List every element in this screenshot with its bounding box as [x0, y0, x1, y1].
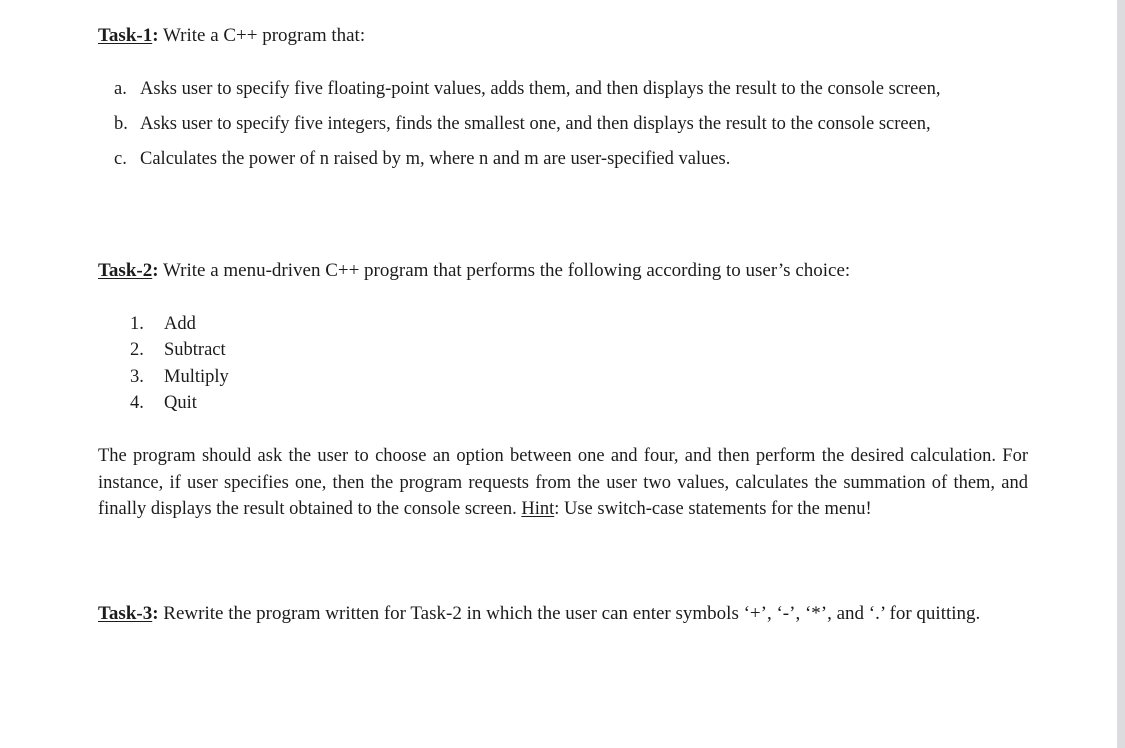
- task3-label: Task-3: [98, 603, 153, 624]
- task2-menu-item-1: [130, 312, 196, 336]
- task3-colon: :: [152, 603, 159, 624]
- task2-colon: :: [152, 260, 159, 281]
- task1-item-a-text: Asks user to specify five floating-point values, adds them, and then displays the result to the console screen,: [140, 79, 941, 99]
- task2-heading: [98, 259, 850, 283]
- task2-menu-item-4: [130, 391, 197, 415]
- task1-item-c: [114, 147, 730, 171]
- task1-item-b-text: Asks user to specify five integers, finds the smallest one, and then displays the result to the console screen,: [140, 114, 931, 134]
- task2-paragraph: [98, 443, 1028, 523]
- task2-label: Task-2: [98, 260, 153, 281]
- task3-heading: [98, 602, 980, 626]
- task2-menu-item-3-text: Multiply: [164, 367, 229, 387]
- task1-item-b: [114, 112, 931, 136]
- task1-colon: :: [152, 25, 159, 46]
- task2-menu-item-4-text: Quit: [164, 393, 197, 413]
- task1-label: Task-1: [98, 25, 153, 46]
- task2-menu-item-1-marker: 1.: [130, 314, 144, 334]
- task2-menu-item-3-marker: 3.: [130, 367, 144, 387]
- task1-item-b-marker: b.: [114, 114, 128, 134]
- task2-menu-item-4-marker: 4.: [130, 393, 144, 413]
- hint-text: : Use switch-case statements for the menu!: [554, 499, 872, 519]
- task2-menu-item-3: [130, 365, 229, 389]
- hint-label: Hint: [521, 499, 555, 519]
- task1-text: Write a C++ program that:: [158, 25, 366, 46]
- task2-menu-item-1-text: Add: [164, 314, 196, 334]
- task2-paragraph-text: The program should ask the user to choose an option between one and four, and then perform the desired calculation. For instance, if user specifies one, then the program requests from the user two values, calculates the summation of them, and finally displays the result obtained to the console screen.: [98, 446, 1028, 519]
- task1-item-a-marker: a.: [114, 79, 127, 99]
- task2-menu-item-2: [130, 338, 226, 362]
- task2-menu-item-2-marker: 2.: [130, 340, 144, 360]
- task1-heading: [98, 24, 365, 48]
- task1-item-a: [114, 77, 940, 101]
- task1-item-c-text: Calculates the power of n raised by m, where n and m are user-specified values.: [140, 149, 731, 169]
- task1-item-c-marker: c.: [114, 149, 127, 169]
- task2-menu-item-2-text: Subtract: [164, 340, 226, 360]
- task3-text: Rewrite the program written for Task-2 in which the user can enter symbols ‘+’, ‘-’, ‘*’, and ‘.’ for quitting.: [158, 603, 981, 624]
- page-edge-shadow: [1117, 0, 1125, 748]
- task2-text: Write a menu-driven C++ program that performs the following according to user’s choice:: [158, 260, 851, 281]
